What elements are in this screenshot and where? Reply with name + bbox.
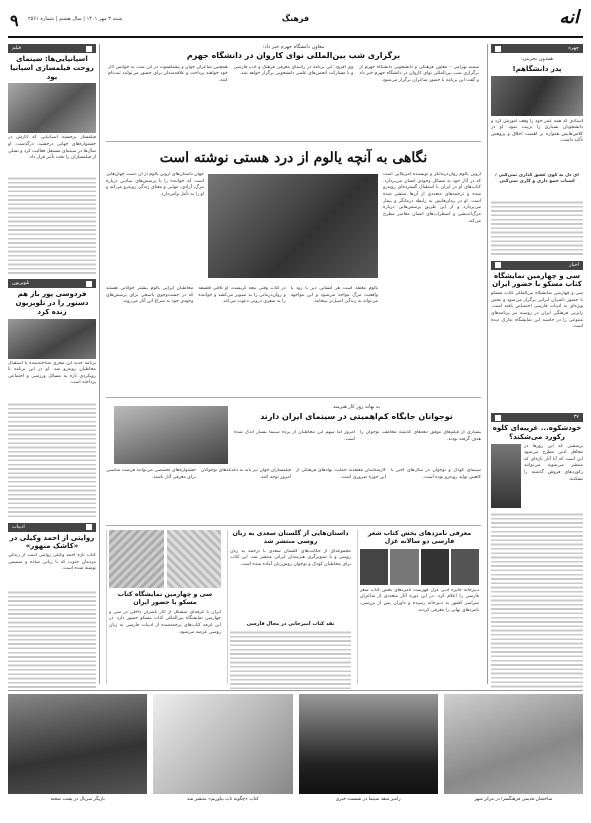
profile-kicker: همدون بحرینی: (521, 56, 553, 62)
feature-right-text: اروین یالوم روان‌درمانگر و نویسنده آمریکایی است که در آثار خود به مسائل وجودی انسان می‌پردازد. کتاب‌های او در ایران با استقبال گسترده‌ای روبه‌رو شده و ترجمه‌های متعددی از آن‌ها منتشر شده است. او در رمان‌هایش به رابطه درمانگر و بیمار می‌پردازد و از این طریق پرسش‌هایی درباره مرگ‌اندیشی و اضطراب‌های انسان معاصر مطرح می‌کند. (383, 172, 481, 224)
question-title: خودشکوه... غریبه‌ای کلوه رکورد می‌شکند؟ (492, 424, 582, 441)
profile-title: پدر دانشگاهم! (512, 64, 562, 73)
teenager-photo (114, 406, 228, 464)
feature-para: یالوم معتقد است هر انسانی دیر یا زود با واقعیت مرگ مواجه می‌شود و این مواجهه می‌تواند به زندگی اصیل‌تر بینجامد. (290, 286, 378, 305)
photo-strip (8, 690, 583, 815)
section-tag-tv: تلویزیون (8, 279, 96, 288)
strip-item (299, 694, 438, 815)
tv-title: فردوسی پور باز هم دستور را در تلویزیون زنده کرد (15, 290, 89, 316)
news-title: سی و چهارمین نمایشگاه کتاب مسکو با حضور ایران (492, 271, 582, 289)
strip-item (8, 694, 147, 815)
square-bullet-icon (86, 281, 92, 287)
strip-item (444, 694, 583, 815)
feature-headline: نگاهی به آنچه یالوم از درد هستی نوشته است (159, 150, 428, 166)
book-cover (421, 549, 449, 585)
text-filler (8, 401, 96, 519)
saadi-article (227, 530, 353, 684)
actor-photo (8, 694, 147, 794)
strip-caption: کتاب «چگونه تاب بیاوریم» منتشر شد (187, 797, 259, 802)
page-number: ۹ (10, 11, 19, 30)
strip-caption: رامبر منقد سینما در نشست خبری (335, 797, 401, 802)
section-tag-number: ۳۷ (491, 413, 583, 422)
section-tag-face: چهره (491, 44, 583, 53)
text-filler (8, 589, 96, 689)
obituary-body: فیلمساز برجسته اسپانیایی که آثارش در جشنواره‌های جهانی درخشید، درگذشت. او سال‌ها در سینمای مستقل فعالیت کرد و نسلی از فیلمسازان را تحت تأثیر قرار داد. (8, 135, 96, 161)
text-filler (8, 175, 96, 275)
left-column (8, 44, 100, 684)
literature-title: روایتی از احمد وکیلی در «کاشک منهور» (9, 533, 95, 551)
tv-host-photo (8, 319, 96, 359)
newspaper-logo: ا‌نه (559, 7, 579, 28)
poem-verse: ای دل به کوی عشق گذاری نمی‌کنی / اسباب جمع داری و کاری نمی‌کنی (495, 172, 579, 185)
top-article-para: سمیه بهرامی – معاون فرهنگی و دانشجویی دانشگاه جهرم از برگزاری شب بین‌المللی نوای کاروان در دانشگاه جهرم خبر داد و گفت این برنامه با حضور شاعران برگزار می‌شود. (359, 64, 479, 83)
feature-para: در کتاب وقتی نیچه گریست، او تلاقی فلسفه و روان‌درمانی را به تصویر می‌کشد و خواننده را به سفری درونی دعوت می‌کند. (198, 286, 286, 305)
cinema-para: امروز اما سهم این مخاطبان از پرده سینما بسیار اندک شده است. (234, 430, 355, 442)
feature-left-text: جهان داستان‌های اروین یالوم از آن دست جهان‌هایی است که خواننده را با پرسش‌های بنیادین درباره مرگ، آزادی، تنهایی و معنای زندگی روبه‌رو می‌کند و او را به تأمل وامی‌دارد. (106, 172, 204, 197)
book-covers (360, 549, 479, 585)
tv-body: برنامه جدید این مجری شناخته‌شده با استقبال مخاطبان روبه‌رو شد. او در این برنامه با رویکردی تازه به مسائل ورزشی و اجتماعی پرداخته است. (8, 360, 96, 386)
cinema-para: بسیاری از فیلم‌های موفق دهه‌های گذشته مخاطب نوجوان را هدف گرفته بودند. (360, 430, 481, 442)
strip-caption: بازیگر سریال در پشت صحنه (50, 797, 105, 802)
cinema-para: سینمای کودک و نوجوان در سال‌های اخیر با کاهش تولید روبه‌رو بوده است. (391, 468, 481, 480)
building-photo (444, 694, 583, 794)
book-cover (360, 549, 388, 585)
moscow-body: ایران با غرفه‌ای متشکل از آثار ناشران داخلی در سی و چهارمین نمایشگاه بین‌المللی کتاب مسکو حضور دارد. در این غرفه کتاب‌های ترجمه‌شده از ادبیات فارسی به زبان روسی عرضه می‌شود. (109, 609, 221, 635)
section-title: فرهنگ (281, 14, 310, 23)
obituary-photo (8, 83, 96, 133)
feature-para: مخاطبان ایرانی یالوم بیشتر جوانانی هستند که در جست‌وجوی پاسخی برای پرسش‌های وجودی خود به سراغ این آثار می‌روند. (106, 286, 194, 305)
illustration-image (109, 530, 164, 588)
text-filler (230, 629, 351, 691)
strip-caption: ساختمان قدیمی فرهنگسرا در مرکز شهر (474, 797, 553, 802)
cinema-para: کارشناسان معتقدند حمایت نهادهای فرهنگی از این حوزه ضروری است. (296, 468, 386, 480)
saadi-subhead: نقد کتاب امیرخانی در مجال فارسی (246, 620, 335, 627)
cinema-para: جشنواره‌های تخصصی می‌توانند فرصت مناسبی برای معرفی آثار باشند. (106, 468, 196, 480)
illustration-image (167, 530, 222, 588)
poetry-body: دبیرخانه جایزه ادبی غزل فهرست نامزدهای بخش کتاب شعر فارسی را اعلام کرد. در این دوره آثار متعددی از شاعران سراسر کشور به دبیرخانه رسیده و داوران پس از بررسی، نامزدهای نهایی را معرفی کردند. (360, 587, 479, 613)
saadi-body: مجموعه‌ای از حکایت‌های گلستان سعدی با ترجمه به زبان روسی و با تصویرگری هنرمندان ایرانی منتشر شد. این کتاب برای مخاطبان کودک و نوجوان روس‌زبان آماده شده است. (230, 548, 351, 568)
book-cover-photo (153, 694, 292, 794)
strip-item (153, 694, 292, 815)
issue-info: شنبه ۳ مهر ۱۴۰۱ | سال هشتم | شماره ۲۵۶۱ (28, 16, 123, 22)
question-body: پرسشی که این روزها در محافل ادبی مطرح می‌شود این است که آیا آثار تازه‌ای که منتشر می‌شوند می‌توانند رکوردهای فروش گذشته را بشکنند. (524, 443, 583, 482)
book-cover-photo (491, 444, 521, 508)
top-article-headline: برگزاری شب بین‌المللی نوای کاروان در دانشگاه جهرم (186, 50, 401, 60)
top-article-kicker: معاون دانشگاه جهرم خبر داد: (262, 44, 325, 50)
book-cover (451, 549, 479, 585)
bottom-articles (106, 530, 481, 684)
square-bullet-icon (86, 524, 92, 530)
section-tag-news: اخبار (491, 261, 583, 270)
masthead (8, 8, 583, 38)
literature-body: کتاب تازه احمد وکیلی روایتی است از زندگی مردمان جنوب که با زبانی ساده و صمیمی نوشته شده است. (8, 553, 96, 572)
author-portrait-photo (208, 174, 378, 278)
profile-body: استادی که همه عمر خود را وقف آموزش کرد و دانشجویان بسیاری را تربیت نمود. او در کلاس‌هایش همواره بر اهمیت اخلاق و پژوهش تأکید داشت. (491, 118, 583, 144)
cinema-para: فیلمسازان جوان نیز باید به دغدغه‌های نوجوانان امروز توجه کنند. (201, 468, 291, 480)
obituary-title: اسپانیایی‌ها‌: سینمای روحت فیلمسازی اسپانیا بود (10, 55, 94, 81)
section-tag-film: فیلم (8, 44, 96, 53)
poetry-headline: معرفی نامزدهای بخش کتاب شعر فارسی دو سالانه غزل (367, 530, 472, 545)
text-filler (491, 199, 583, 257)
square-bullet-icon (495, 46, 501, 52)
top-article-para: همچنین شاعران جوان و پیشکسوت در این شب به خوانش آثار خود خواهند پرداخت و علاقه‌مندان برای حضور می‌توانند ثبت‌نام کنند. (108, 64, 228, 83)
cinema-kicker: به بهانه روز کار هنرمند (333, 404, 380, 410)
right-column (487, 44, 583, 684)
poetry-article (357, 530, 481, 684)
profile-photo (491, 76, 583, 116)
cinema-article (106, 402, 481, 526)
cinema-headline: نوجوانان جایگاه کم‌اهمیتی در سینمای ایران دارند (260, 411, 453, 421)
saadi-headline: داستان‌هایی از گلستان سعدی به زبان روسی منتشر شد (232, 530, 349, 545)
text-filler (491, 511, 583, 691)
main-column (106, 44, 481, 684)
square-bullet-icon (495, 262, 501, 268)
feature-article (106, 146, 481, 398)
moscow-headline: سی و چهارمین نمایشگاه کتاب مسکو با حضور ایران (117, 591, 213, 606)
news-body: سی و چهارمین نمایشگاه بین‌المللی کتاب مسکو با حضور ناشران ایرانی برگزار می‌شود و بخش ویژه‌ای به ادبیات فارسی اختصاص یافته است. رایزنی فرهنگی ایران در روسیه نیز برنامه‌های متنوعی را در حاشیه این نمایشگاه تدارک دیده است. (491, 291, 583, 330)
question-block (491, 444, 583, 508)
speaker-photo (299, 694, 438, 794)
section-tag-literature: ادبیات (8, 523, 96, 532)
book-cover (390, 549, 418, 585)
top-article (106, 44, 481, 142)
moscow-article (106, 530, 223, 684)
square-bullet-icon (495, 415, 501, 421)
illustration-pair (109, 530, 221, 588)
square-bullet-icon (86, 46, 92, 52)
top-article-para: وی افزود: این برنامه در راستای معرفی فرهنگ و ادب فارسی و با مشارکت انجمن‌های علمی دانشجویی برگزار خواهد شد. (233, 64, 354, 77)
